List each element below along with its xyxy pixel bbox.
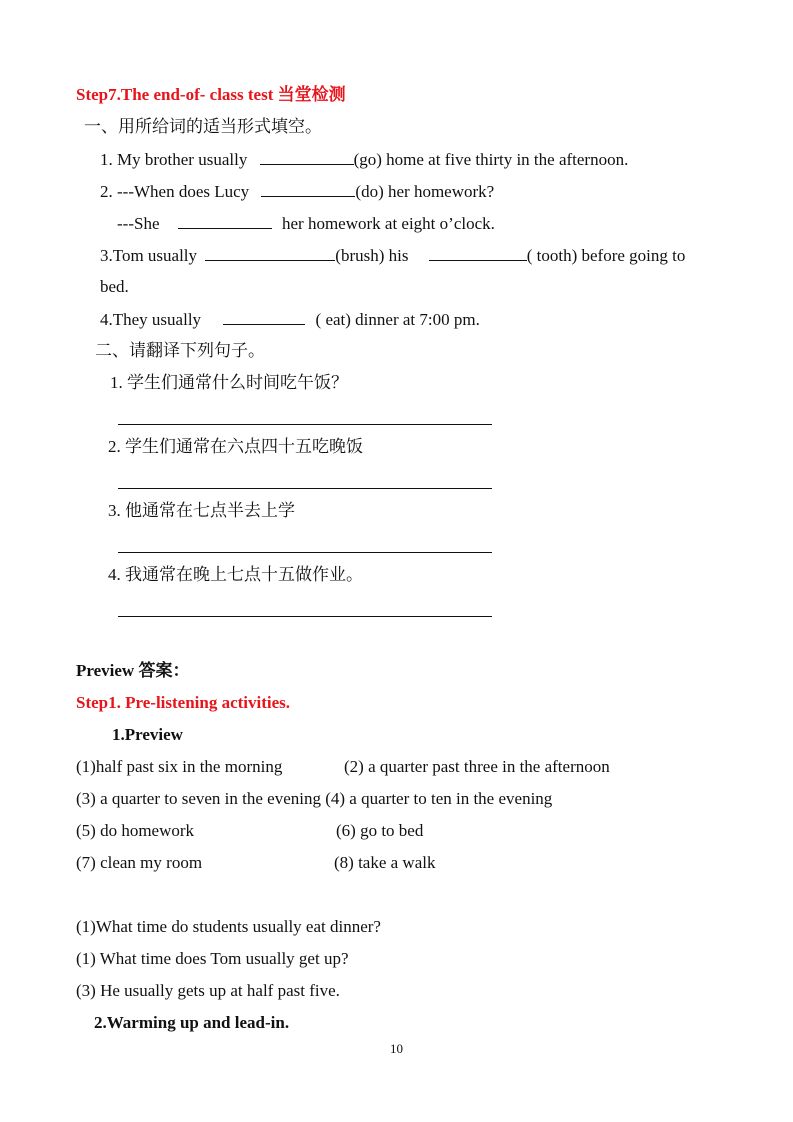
answer-row-2: (3) a quarter to seven in the evening (4) a quarter to ten in the evening [76,789,553,808]
sentence-2: (1) What time does Tom usually get up? [76,949,349,968]
answer-row-1-left: (1)half past six in the morning [76,757,283,776]
preview-title: 1.Preview [112,725,183,744]
answer-line[interactable] [118,488,492,489]
question-3-text: 3.Tom usually [100,246,198,265]
question-4-text: 4.They usually [100,310,202,329]
question-4-hint: ( eat) dinner at 7:00 pm. [315,310,480,329]
step1-heading: Step1. Pre-listening activities. [76,693,291,712]
translate-3: 3. 他通常在七点半去上学 [108,501,295,520]
translate-2: 2. 学生们通常在六点四十五吃晚饭 [108,437,363,456]
question-2a-hint: (do) her homework? [355,182,495,201]
question-1 [100,148,628,171]
question-2a-text: 2. ---When does Lucy [100,182,250,201]
question-2a [100,180,494,203]
answer-row-4-left: (7) clean my room [76,853,203,872]
question-2b [117,212,495,235]
question-2b-hint: her homework at eight o’clock. [281,214,495,233]
question-3-hint-2: ( tooth) before going to [526,246,686,265]
answers-heading: Preview 答案： [76,661,190,680]
answer-blank[interactable] [178,212,272,229]
answer-blank[interactable] [429,244,527,261]
answer-line[interactable] [118,616,492,617]
answer-line[interactable] [118,424,492,425]
answer-row-3-right: (6) go to bed [336,821,424,840]
question-1-hint: (go) home at five thirty in the afternoon. [353,150,629,169]
question-3-hint-1: (brush) his [335,246,409,265]
part1-title: 一、用所给词的适当形式填空。 [84,117,322,136]
question-3 [100,244,685,267]
answer-blank[interactable] [223,308,305,325]
translate-1: 1. 学生们通常什么时间吃午饭？ [110,373,348,392]
question-1-text: 1. My brother usually [100,150,248,169]
answer-blank[interactable] [205,244,335,261]
sentence-1: (1)What time do students usually eat dinner? [76,917,381,936]
question-4 [100,308,480,331]
answer-row-1-right: (2) a quarter past three in the afternoon [344,757,610,776]
answer-blank[interactable] [260,148,354,165]
question-2b-text: ---She [117,214,160,233]
part2-title: 二、请翻译下列句子。 [95,341,265,360]
warming-up-heading: 2.Warming up and lead-in. [94,1013,290,1032]
answer-line[interactable] [118,552,492,553]
page-number: 10 [390,1041,403,1056]
answer-row-3-left: (5) do homework [76,821,195,840]
translate-4: 4. 我通常在晚上七点十五做作业。 [108,565,363,584]
sentence-3: (3) He usually gets up at half past five. [76,981,340,1000]
section-heading-step7: Step7.The end-of- class test 当堂检测 [76,85,346,104]
answer-blank[interactable] [261,180,355,197]
question-3-continued: bed. [100,277,129,296]
answer-row-4-right: (8) take a walk [334,853,436,872]
